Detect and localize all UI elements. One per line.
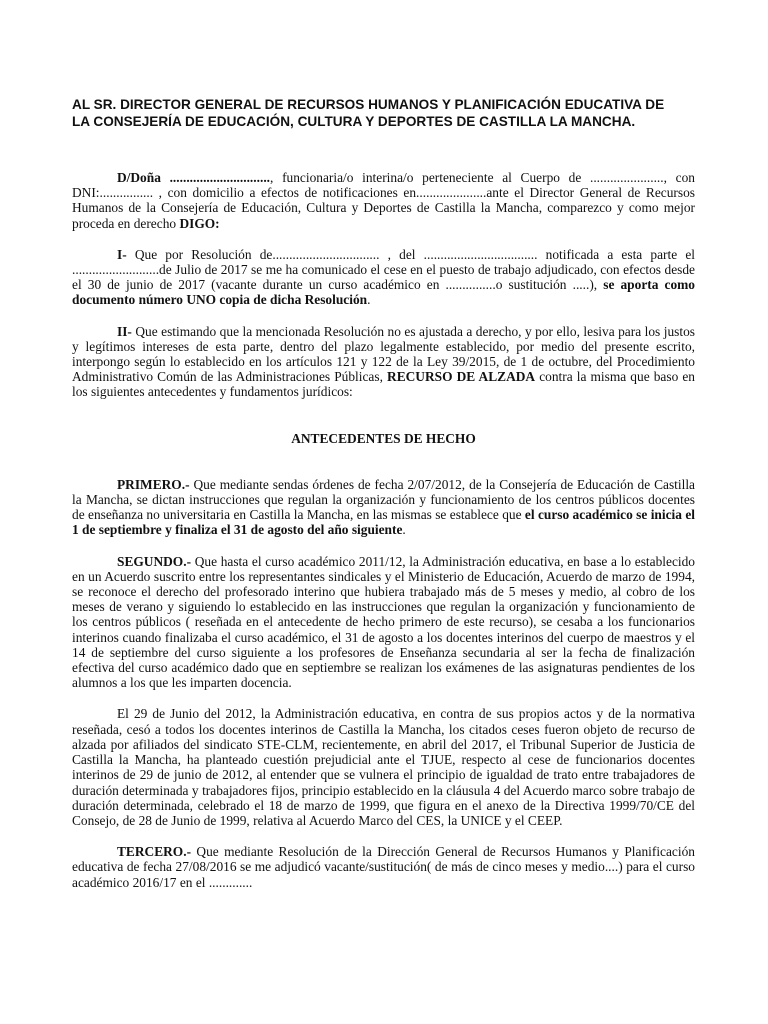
segundo-paragraph [72,554,695,691]
point-1-paragraph: I- Que por Resolución de................................ , del .................................. notificada a esta parte el ..........................de Julio de 2017 se me ha comunicado el cese en el puesto de trabajo adjudicado, con efectos desde el 30 de junio de 2017 (vacante durante un curso académico en ...............o sustitución .....), se aporta como documento número UNO copia de dicha Resolución. [72,246,695,308]
recurso-de-alzada: RECURSO DE ALZADA [387,369,536,385]
primero-text: Que mediante sendas órdenes de fecha 2/07/2012, de la Consejería de Educación de Castilla la Mancha, se dictan instrucciones que regulan la organización y funcionamiento de los centros públicos docentes de enseñanza no universitaria en Castilla la Mancha, en las mismas se establece que [72,476,695,523]
section-title: ANTECEDENTES DE HECHO [291,430,476,446]
header-line-1: AL SR. DIRECTOR GENERAL DE RECURSOS HUMANOS Y PLANIFICACIÓN EDUCATIVA DE [72,97,665,112]
point-2-paragraph: II- Que estimando que la mencionada Resolución no es ajustada a derecho, y por ello, lesiva para los justos y legítimos intereses de esta parte, dentro del plazo legalmente establecido, por medio del presente escrito, interpongo según lo establecido en los artículos 121 y 122 de la Ley 39/2015, de 1 de octubre, del Procedimiento Administrativo Común de las Administraciones Públicas, RECURSO DE ALZADA contra la misma que baso en los siguientes antecedentes y fundamentos jurídicos: [72,323,696,400]
point-1-bold-text: se aporta como documento número UNO copia de dicha Resolución [72,277,695,308]
point-1-numeral: I- [117,246,127,262]
intro-digo: DIGO: [179,215,220,231]
tercero-text: Que mediante Resolución de la Dirección General de Recursos Humanos y Planificación educativa de fecha 27/08/2016 se me adjudicó vacante/sustitución( de más de cinco meses y medio....) para el curso académico 2016/17 en el ............. [72,844,695,890]
intro-text: , funcionaria/o interina/o perteneciente al Cuerpo de ......................, con DNI:................ , con domicilio a efectos de notificaciones en.....................ante el Director General de Recursos Humanos de la Consejería de Educación, Cultura y Deportes de Castilla la Mancha, comparezco y como mejor proceda en derecho [72,170,696,231]
primero-bold-text: el curso académico se inicia el 1 de septiembre y finaliza el 31 de agosto del año siguiente [72,507,695,538]
primero-heading: PRIMERO.- [117,476,190,492]
tercero-paragraph [72,844,695,890]
point-2-numeral: II- [117,323,132,339]
paragraph-2012: El 29 de Junio del 2012, la Administración educativa, en contra de sus propios actos y de la normativa reseñada, cesó a todos los docentes interinos de Castilla la Mancha, los citados ceses fueron objeto de recurso de alzada por afiliados del sindicato STE-CLM, recientemente, en abril del 2017, el Tribunal Superior de Justicia de Castilla la Mancha, ha planteado cuestión prejudicial ante el TJUE, respecto al cese de funcionarios docentes interinos de 29 de junio de 2012, al entender que se vulnera el principio de igualdad de trato entre trabajadores de duración determinada y trabajadores fijos, principio establecido en la cláusula 4 del Acuerdo marco sobre trabajo de duración determinada, celebrado el 18 de marzo de 1999, que figura en el anexo de la Directiva 1999/70/CE del Consejo, de 28 de Junio de 1999, relativa al Acuerdo Marco del CES, la UNICE y el CEEP. [72,706,695,828]
intro-paragraph [72,170,695,231]
document-page [72,96,695,890]
point-2-text: Que estimando que la mencionada Resolución no es ajustada a derecho, y por ello, lesiva para los justos y legítimos intereses de esta parte, dentro del plazo legalmente establecido, por medio del presente escrito, interpongo según lo establecido en los artículos 121 y 122 de la Ley 39/2015, de 1 de octubre, del Procedimiento Administrativo Común de las Administraciones Públicas, [72,323,695,385]
segundo-text: Que hasta el curso académico 2011/12, la Administración educativa, en base a lo establecido en un Acuerdo suscrito entre los representantes sindicales y el Ministerio de Educación, Acuerdo de marzo de 1994, se reconoce el derecho del profesorado interino que hubiera trabajado más de 5 meses y medio, al cobro de los meses de verano y siguiendo lo establecido en las instrucciones que regulan la organización y funcionamiento de los centros públicos ( reseñada en el antecedente de hecho primero de este recurso), se cesaba a los funcionarios interinos cuando finalizaba el curso académico, el 31 de agosto a los docentes interinos del cuerpo de maestros y el 14 de septiembre del curso siguiente a los profesores de Enseñanza secundaria al ser la fecha de finalización efectiva del curso académico dado que en septiembre se realizan los exámenes de las asignaturas pendientes de los alumnos a los que les imparten docencia. [72,553,695,691]
primero-paragraph: PRIMERO.- Que mediante sendas órdenes de fecha 2/07/2012, de la Consejería de Educación de Castilla la Mancha, se dictan instrucciones que regulan la organización y funcionamiento de los centros públicos docentes de enseñanza no universitaria en Castilla la Mancha, en las mismas se establece que el curso académico se inicia el 1 de septiembre y finaliza el 31 de agosto del año siguiente. [72,476,695,538]
tercero-heading: TERCERO.- [117,844,192,860]
header-line-2: LA CONSEJERÍA DE EDUCACIÓN, CULTURA Y DEPORTES DE CASTILLA LA MANCHA. [72,114,636,129]
intro-name-field: D/Doña .............................. [117,170,271,185]
point-1-text: Que por Resolución de................................ , del .................................. notificada a esta parte el ..........................de Julio de 2017 se me ha comunicado el cese en el puesto de trabajo adjudicado, con efectos desde el 30 de junio de 2017 (vacante durante un curso académico en ...............o sustitución .....), [72,246,695,293]
segundo-heading: SEGUNDO.- [117,553,192,569]
addressee-header [72,96,695,130]
